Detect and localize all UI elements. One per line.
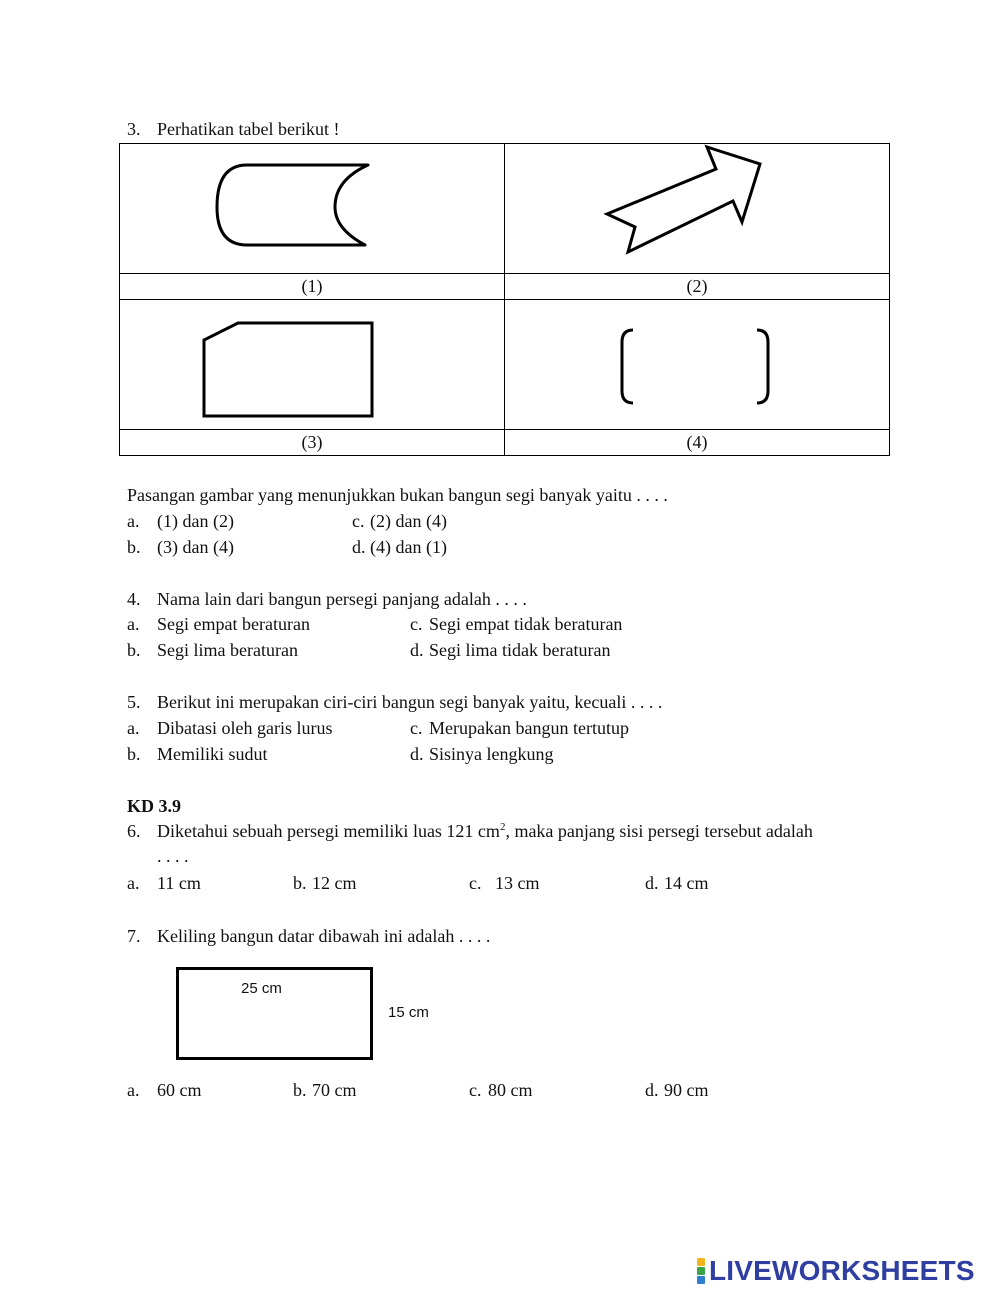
shape-cell-4 (505, 300, 890, 430)
q7-option-c[interactable]: 80 cm (488, 1080, 533, 1100)
q6-option-a[interactable]: 11 cm (157, 873, 201, 893)
q6-option-b[interactable]: 12 cm (312, 873, 357, 893)
length-label: 25 cm (241, 980, 282, 997)
q6-option-d[interactable]: 14 cm (664, 873, 709, 893)
q5-option-b-letter: b. (127, 744, 141, 764)
logo-text: LIVEWORKSHEETS (709, 1255, 975, 1286)
arrow-shape-figure (505, 144, 890, 273)
q7-option-a[interactable]: 60 cm (157, 1080, 202, 1100)
logo-icon (697, 1258, 705, 1284)
q6-option-b-letter: b. (293, 873, 307, 893)
caption-1: (1) (120, 274, 505, 300)
q7-option-c-letter: c. (469, 1080, 482, 1100)
q7-option-b[interactable]: 70 cm (312, 1080, 357, 1100)
width-label: 15 cm (388, 1004, 429, 1021)
q6-superscript: 2 (499, 821, 506, 833)
q3-question: Pasangan gambar yang menunjukkan bukan bangun segi banyak yaitu . . . . (127, 485, 668, 505)
q7-question: Keliling bangun datar dibawah ini adalah . . . . (157, 926, 491, 946)
cut-corner-rectangle-figure (120, 300, 505, 429)
q4-option-d[interactable]: Segi lima tidak beraturan (429, 640, 611, 660)
q5-option-a[interactable]: Dibatasi oleh garis lurus (157, 718, 333, 738)
q7-number: 7. (127, 926, 141, 946)
liveworksheets-logo[interactable] (697, 1256, 975, 1286)
q5-number: 5. (127, 692, 141, 712)
q6-text-before: Diketahui sebuah persegi memiliki luas 121 cm (157, 821, 500, 841)
caption-4: (4) (505, 430, 890, 456)
q7-option-d[interactable]: 90 cm (664, 1080, 709, 1100)
q5-option-d-letter: d. (410, 744, 424, 764)
q3-option-d-letter: d. (352, 537, 366, 557)
q3-option-b-letter: b. (127, 537, 141, 557)
q4-option-c[interactable]: Segi empat tidak beraturan (429, 614, 623, 634)
shapes-table (119, 143, 890, 456)
q3-option-a-letter: a. (127, 511, 140, 531)
q6-option-c-letter: c. (469, 873, 482, 893)
q5-option-a-letter: a. (127, 718, 140, 738)
q3-option-d[interactable]: (4) dan (1) (370, 537, 447, 557)
q3-option-c[interactable]: (2) dan (4) (370, 511, 447, 531)
q7-option-b-letter: b. (293, 1080, 307, 1100)
q6-option-d-letter: d. (645, 873, 659, 893)
brackets-figure (505, 300, 890, 429)
q6-question (157, 821, 813, 841)
q4-option-a[interactable]: Segi empat beraturan (157, 614, 310, 634)
q4-option-d-letter: d. (410, 640, 424, 660)
q5-option-d[interactable]: Sisinya lengkung (429, 744, 554, 764)
q4-option-a-letter: a. (127, 614, 140, 634)
q3-number: 3. (127, 119, 141, 139)
q6-number: 6. (127, 821, 141, 841)
q3-prompt: Perhatikan tabel berikut ! (157, 119, 340, 139)
caption-3: (3) (120, 430, 505, 456)
q6-option-c[interactable]: 13 cm (495, 873, 540, 893)
q3-option-c-letter: c. (352, 511, 365, 531)
q4-question: Nama lain dari bangun persegi panjang adalah . . . . (157, 589, 527, 609)
q4-number: 4. (127, 589, 141, 609)
q5-option-b[interactable]: Memiliki sudut (157, 744, 268, 764)
q7-option-d-letter: d. (645, 1080, 659, 1100)
caption-2: (2) (505, 274, 890, 300)
q4-option-b-letter: b. (127, 640, 141, 660)
q5-option-c-letter: c. (410, 718, 423, 738)
section-heading: KD 3.9 (127, 796, 181, 816)
q3-option-a[interactable]: (1) dan (2) (157, 511, 234, 531)
q6-continuation: . . . . (157, 846, 189, 866)
q6-option-a-letter: a. (127, 873, 140, 893)
logo-square-yellow (697, 1258, 705, 1266)
q5-option-c[interactable]: Merupakan bangun tertutup (429, 718, 629, 738)
q3-option-b[interactable]: (3) dan (4) (157, 537, 234, 557)
q5-question: Berikut ini merupakan ciri-ciri bangun segi banyak yaitu, kecuali . . . . (157, 692, 663, 712)
shape-cell-2 (505, 144, 890, 274)
shape-cell-1 (120, 144, 505, 274)
logo-square-green (697, 1267, 705, 1275)
shape-cell-3 (120, 300, 505, 430)
logo-square-blue (697, 1276, 705, 1284)
scroll-shape-figure (120, 144, 505, 273)
q4-option-b[interactable]: Segi lima beraturan (157, 640, 298, 660)
q6-text-after: , maka panjang sisi persegi tersebut adalah (505, 821, 813, 841)
q4-option-c-letter: c. (410, 614, 423, 634)
q7-option-a-letter: a. (127, 1080, 140, 1100)
